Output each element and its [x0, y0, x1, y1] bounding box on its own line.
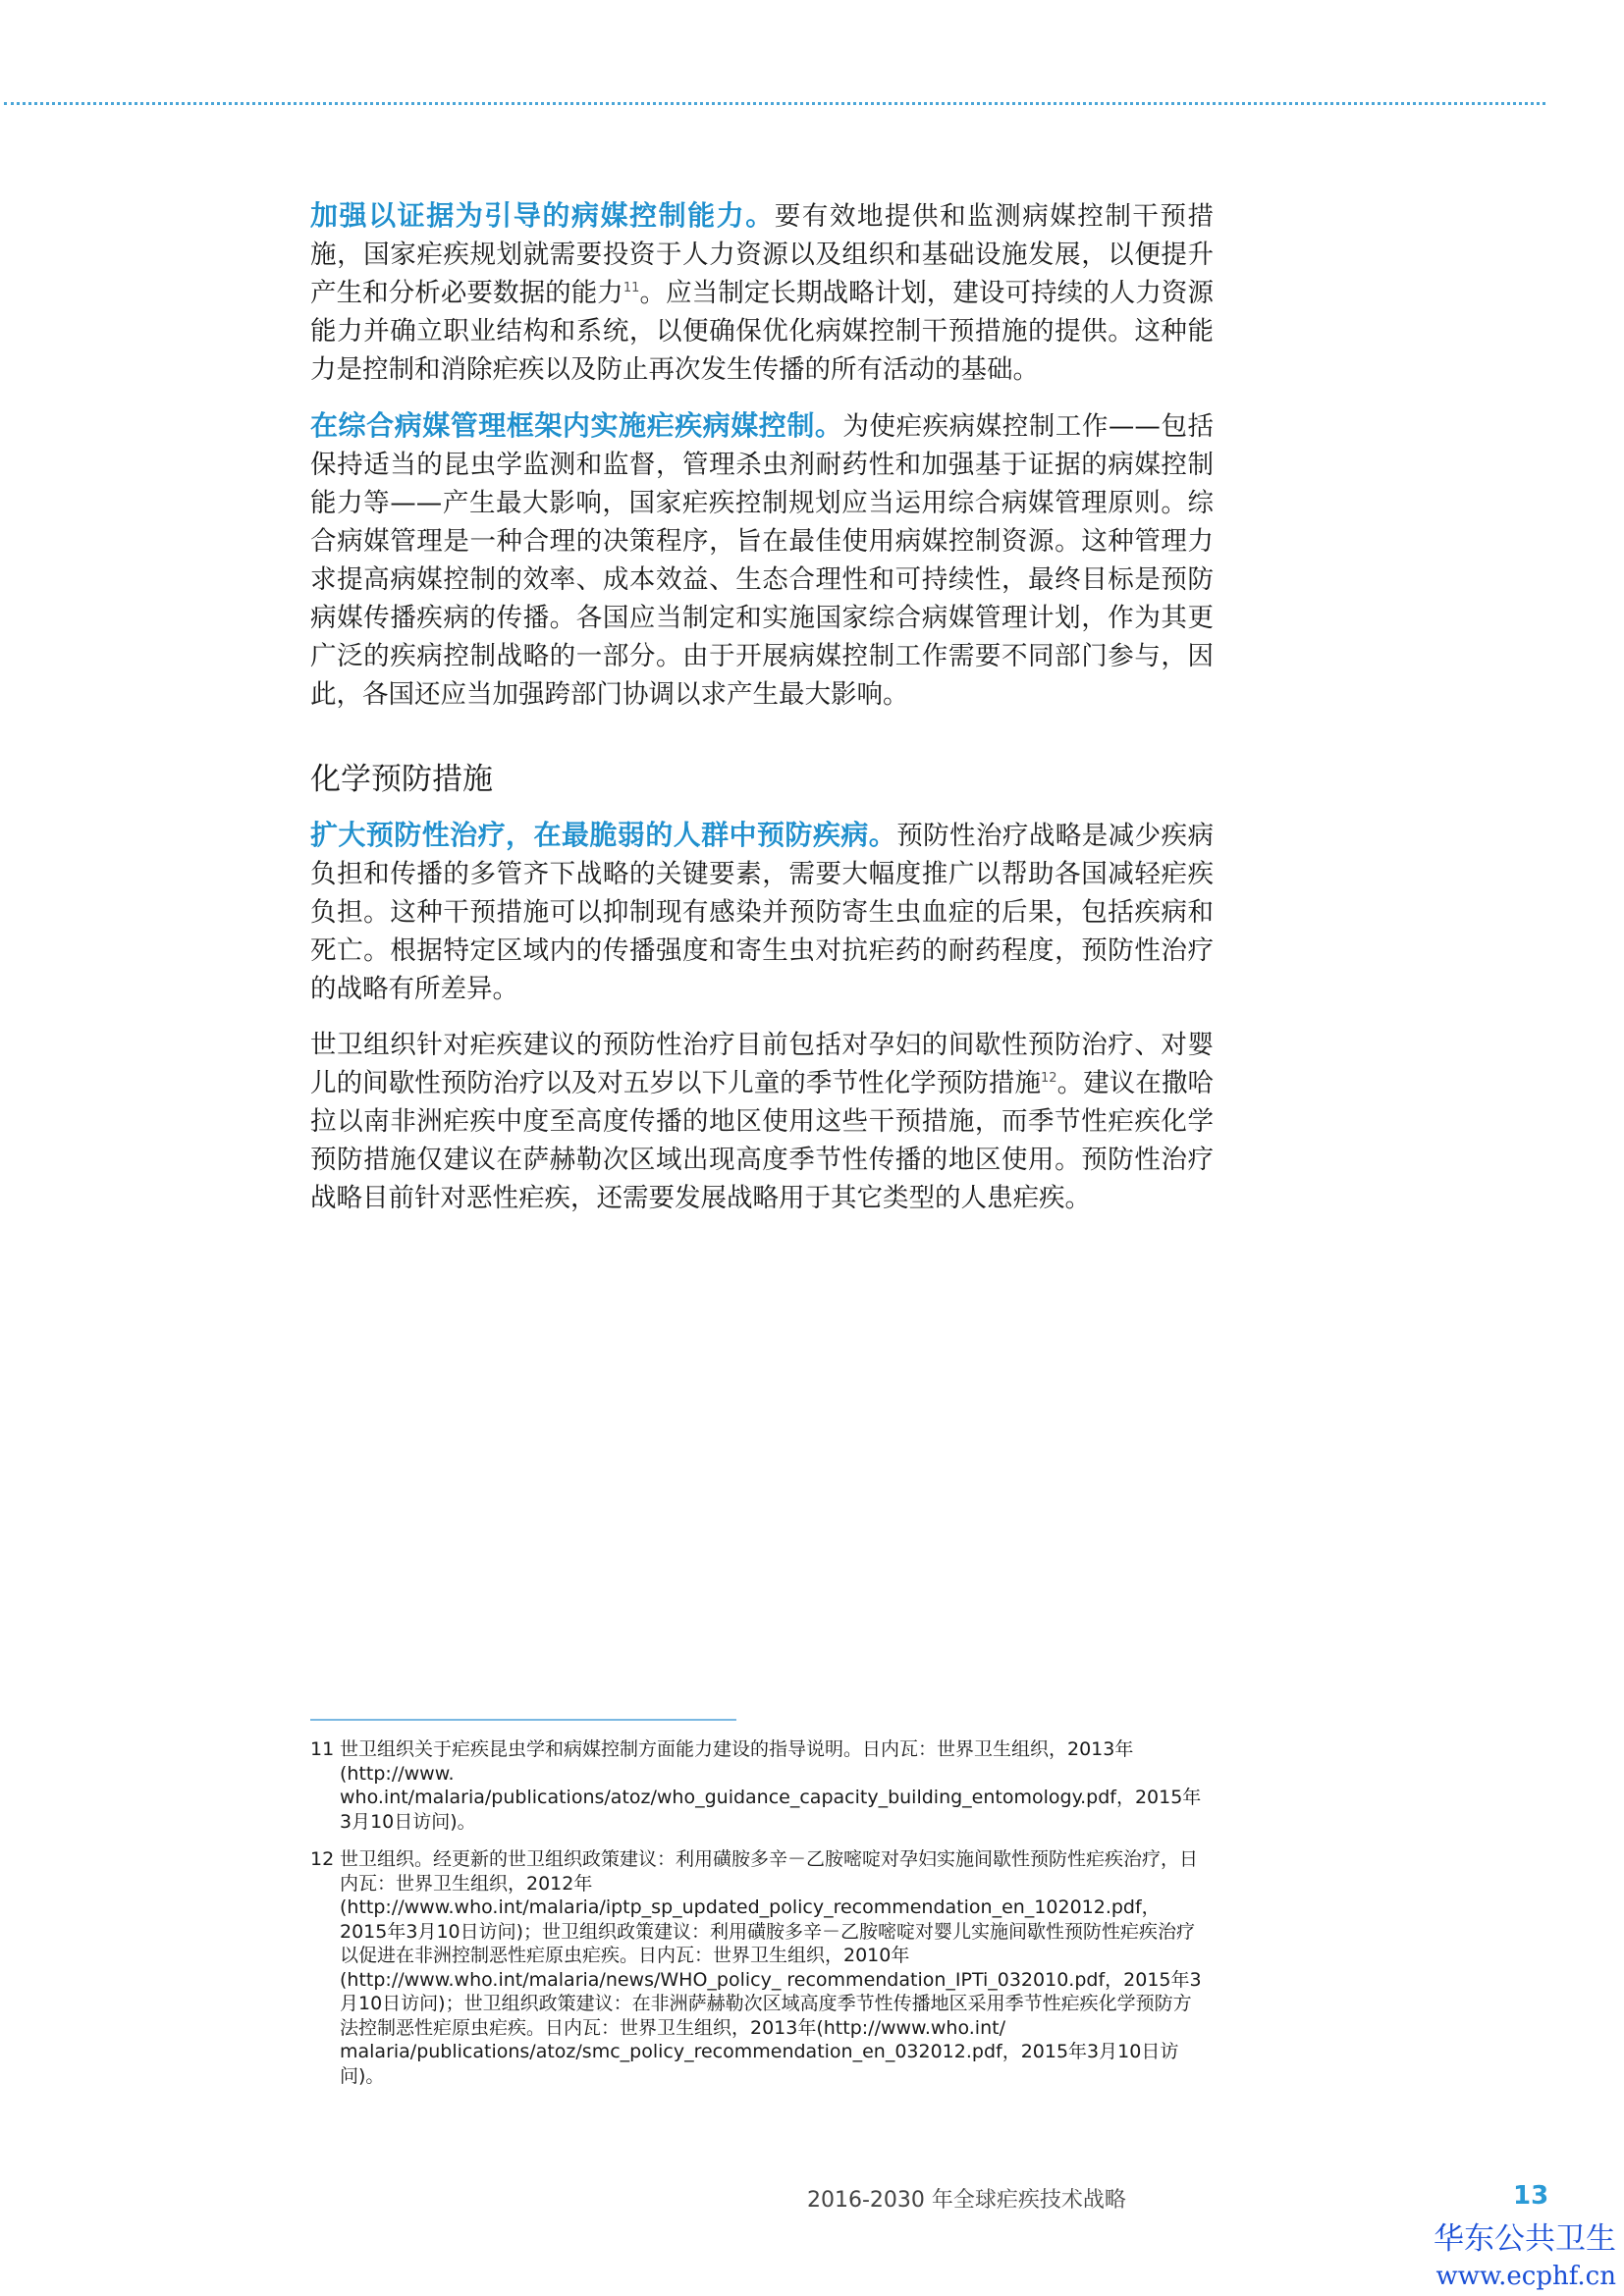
paragraph-preventive-therapy	[310, 816, 1214, 1008]
lead-heading: 扩大预防性治疗，在最脆弱的人群中预防疾病。	[310, 819, 897, 851]
lead-heading: 在综合病媒管理框架内实施疟疾病媒控制。	[310, 409, 843, 442]
header-dotted-rule	[4, 102, 1545, 105]
footnote-text: 世卫组织关于疟疾昆虫学和病媒控制方面能力建设的指导说明。日内瓦：世界卫生组织，2013年(http://www. who.int/malaria/publications/atoz/who_guidance_capacity_building_entomology.pdf，2015年3月10日访问)。	[340, 1738, 1202, 1833]
section-heading: 化学预防措施	[310, 762, 493, 797]
watermark-name: 华东公共卫生	[1434, 2221, 1616, 2257]
paragraph-vector-control-capacity	[310, 196, 1214, 389]
paragraph-text: 世卫组织针对疟疾建议的预防性治疗目前包括对孕妇的间歇性预防治疗、对婴儿的间歇性预防治疗以及对五岁以下儿童的季节性化学预防措施	[310, 1030, 1214, 1098]
page-number: 13	[1513, 2181, 1549, 2211]
paragraph-text: 要有效地提供和监测病媒控制干预措施，国家疟疾规划就需要投资于人力资源以及组织和基础设施发展，以便提升产生和分析必要数据的能力	[310, 201, 1214, 308]
footnote-item	[310, 1737, 1204, 1834]
footnote-number: 12	[310, 1848, 335, 1870]
paragraph-who-recommendations	[310, 1026, 1214, 1217]
paragraph-text: 为使疟疾病媒控制工作——包括保持适当的昆虫学监测和监督，管理杀虫剂耐药性和加强基于证据的病媒控制能力等——产生最大影响，国家疟疾控制规划应当运用综合病媒管理原则。综合病媒管理是一种合理的决策程序，旨在最佳使用病媒控制资源。这种管理力求提高病媒控制的效率、成本效益、生态合理性和可持续性，最终目标是预防病媒传播疾病的传播。各国应当制定和实施国家综合病媒管理计划，作为其更广泛的疾病控制战略的一部分。由于开展病媒控制工作需要不同部门参与，因此，各国还应当加强跨部门协调以求产生最大影响。	[310, 411, 1214, 710]
footer-document-title: 2016-2030 年全球疟疾技术战略	[807, 2188, 1126, 2213]
paragraph-text: 。应当制定长期战略计划，建设可持续的人力资源能力并确立职业结构和系统，以便确保优化病媒控制干预措施的提供。这种能力是控制和消除疟疾以及防止再次发生传播的所有活动的基础。	[310, 278, 1215, 385]
footnotes	[310, 1737, 1204, 2102]
watermark	[1434, 2220, 1616, 2295]
paragraph-text: 。建议在撒哈拉以南非洲疟疾中度至高度传播的地区使用这些干预措施，而季节性疟疾化学预防措施仅建议在萨赫勒次区域出现高度季节性传播的地区使用。预防性治疗战略目前针对恶性疟疾，还需要发展战略用于其它类型的人患疟疾。	[310, 1068, 1215, 1213]
footnote-item	[310, 1847, 1204, 2088]
footnote-number: 11	[310, 1738, 335, 1760]
paragraph-text: 预防性治疗战略是减少疾病负担和传播的多管齐下战略的关键要素，需要大幅度推广以帮助各国减轻疟疾负担。这种干预措施可以抑制现有感染并预防寄生虫血症的后果，包括疾病和死亡。根据特定区域内的传播强度和寄生虫对抗疟药的耐药程度，预防性治疗的战略有所差异。	[310, 821, 1214, 1004]
footnote-text: 世卫组织。经更新的世卫组织政策建议：利用磺胺多辛－乙胺嘧啶对孕妇实施间歇性预防性疟疾治疗，日内瓦：世界卫生组织，2012年(http://www.who.int/malaria/iptp_sp_updated_policy_recommendation_en_102012.pdf，2015年3月10日访问)；世卫组织政策建议：利用磺胺多辛－乙胺嘧啶对婴儿实施间歇性预防性疟疾治疗以促进在非洲控制恶性疟原虫疟疾。日内瓦：世界卫生组织，2010年(http://www.who.int/malaria/news/WHO_policy_ recommendation_IPTi_032010.pdf，2015年3月10日访问)；世卫组织政策建议：在非洲萨赫勒次区域高度季节性传播地区采用季节性疟疾化学预防方法控制恶性疟原虫疟疾。日内瓦：世界卫生组织，2013年(http://www.who.int/ malaria/publications/atoz/smc_policy_recommendation_en_032012.pdf，2015年3月10日访问)。	[340, 1848, 1202, 2087]
footnote-divider	[310, 1719, 736, 1721]
footnote-ref[interactable]: 11	[623, 281, 640, 296]
watermark-url[interactable]: www.ecphf.cn	[1435, 2262, 1616, 2291]
paragraph-integrated-vector-management	[310, 406, 1214, 714]
lead-heading: 加强以证据为引导的病媒控制能力。	[310, 199, 775, 232]
main-content	[310, 196, 1214, 1235]
footnote-ref[interactable]: 12	[1041, 1071, 1057, 1087]
